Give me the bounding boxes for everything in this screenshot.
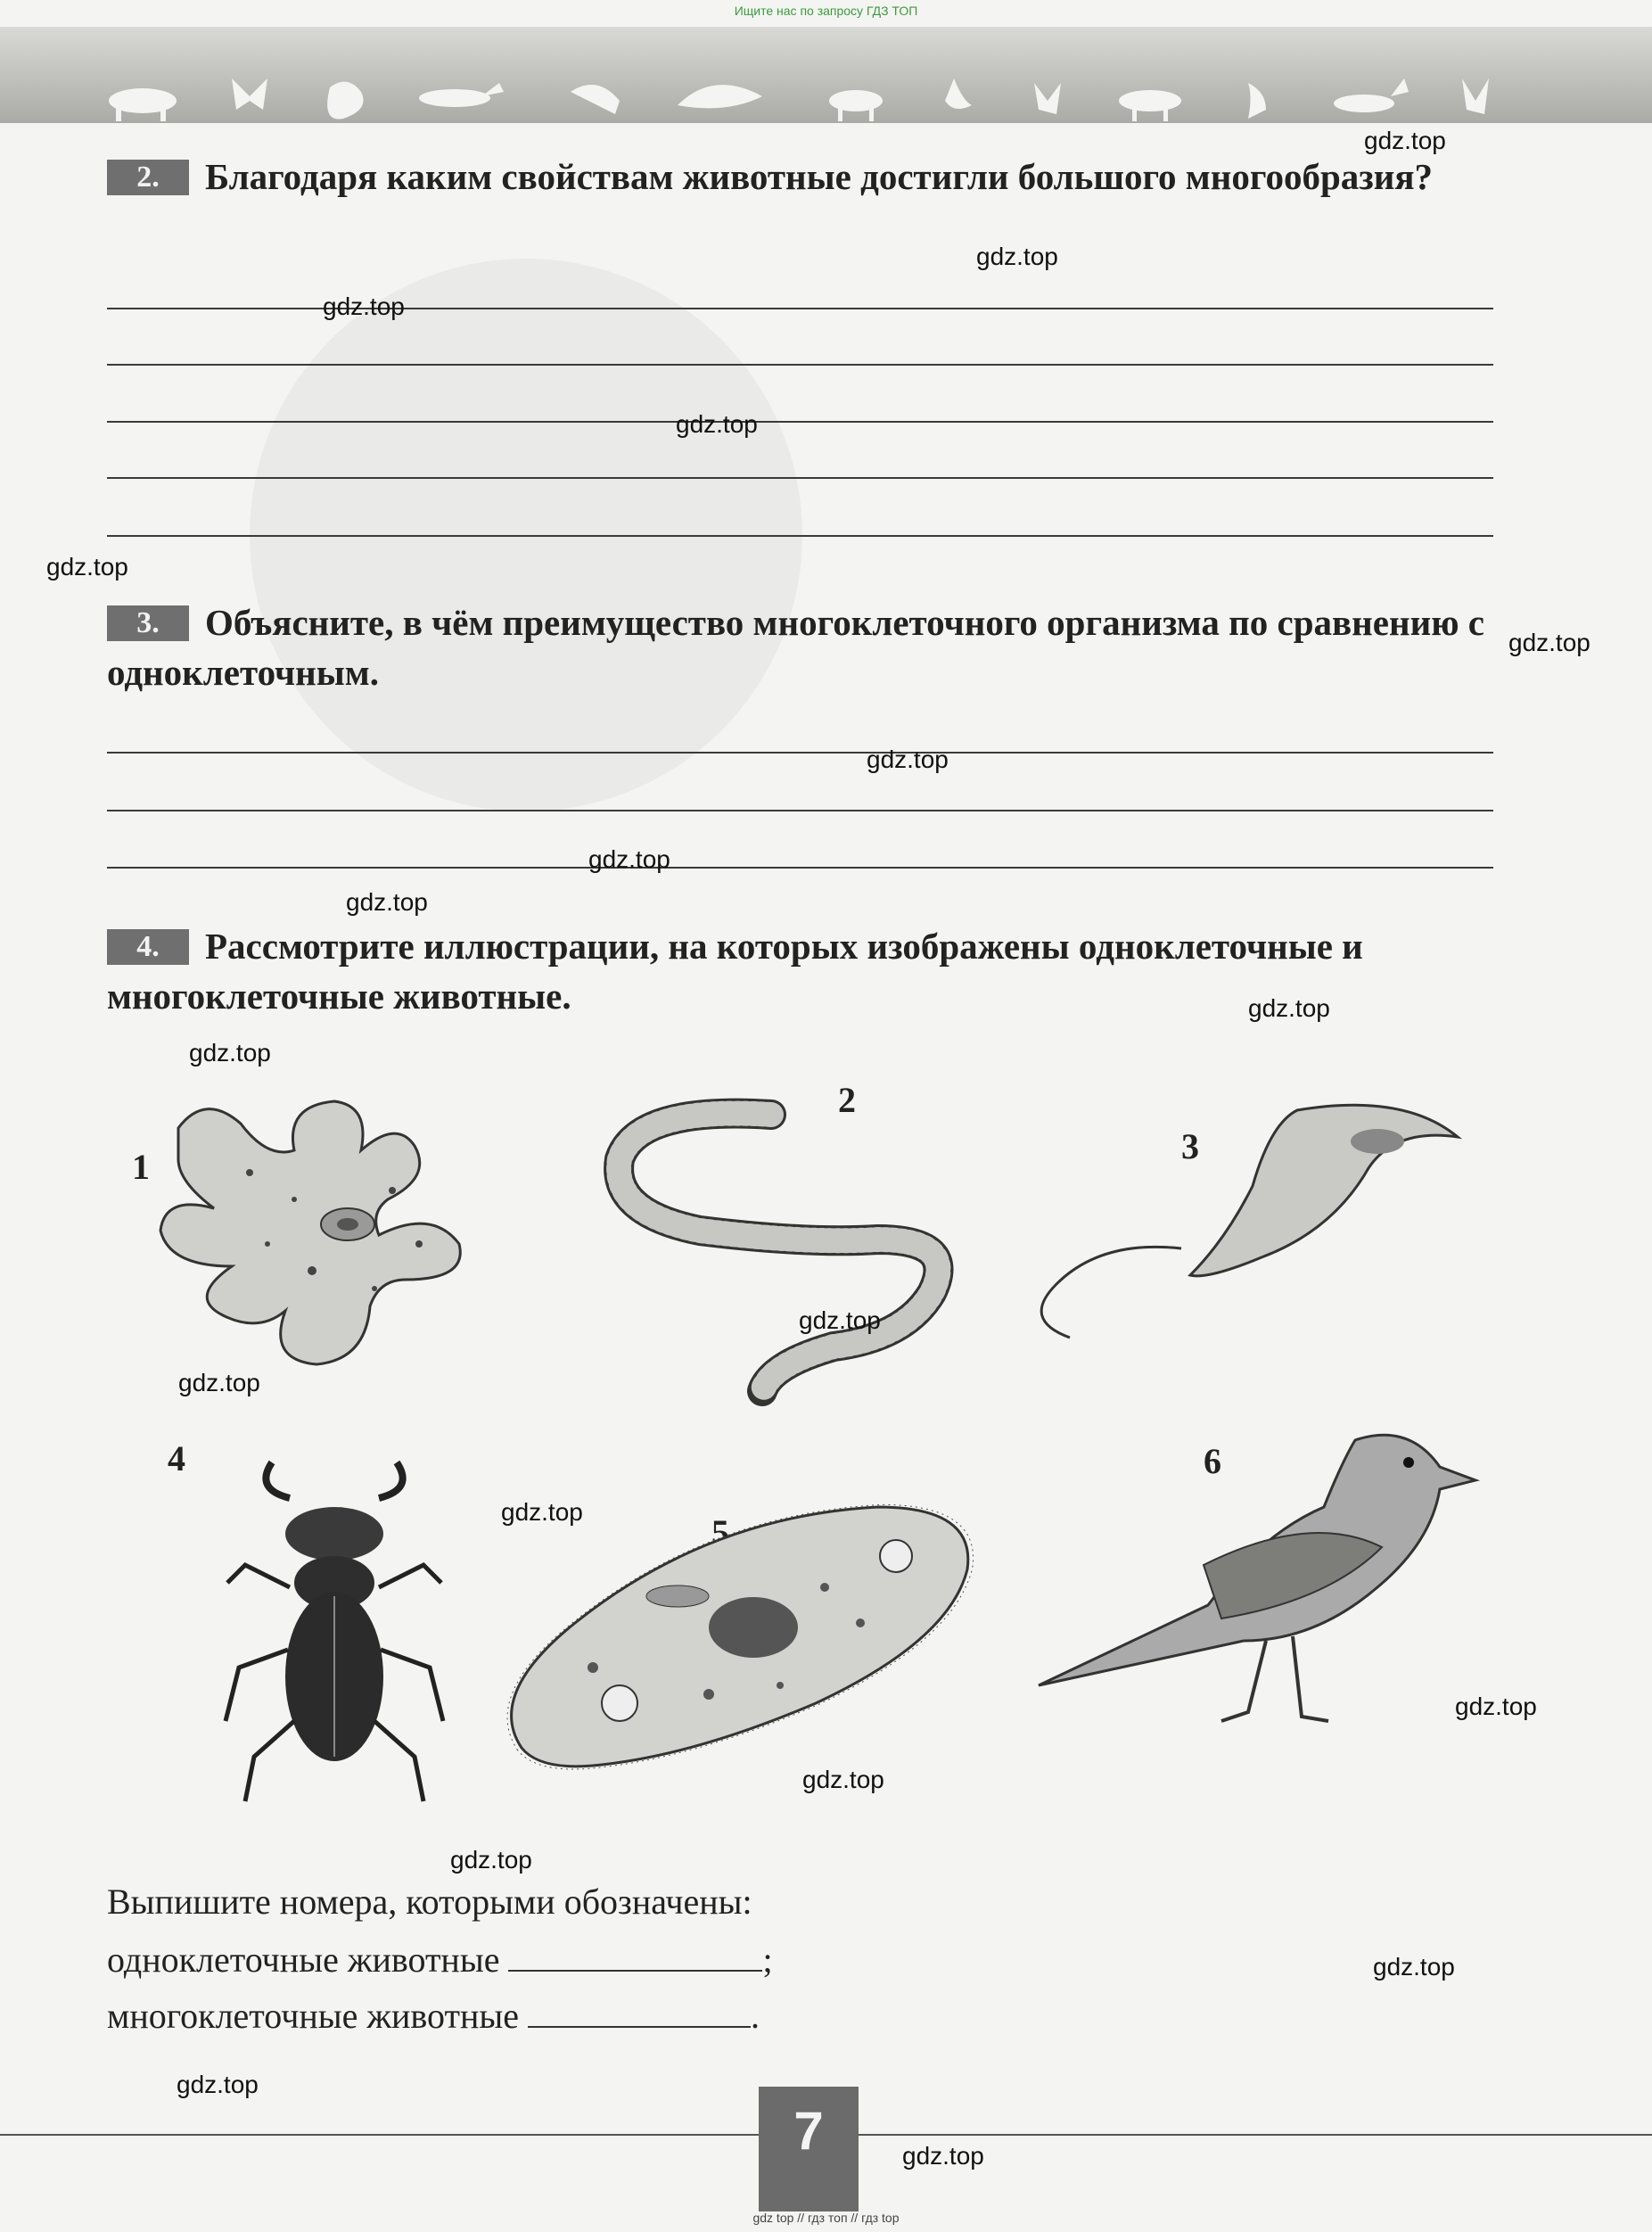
unicellular-row: [107, 1935, 773, 1985]
stag-beetle-illustration: [210, 1462, 459, 1819]
watermark: gdz.top: [1508, 629, 1590, 656]
watermark: gdz.top: [501, 1498, 583, 1526]
figure-label-4: 4: [168, 1438, 185, 1478]
watermark: gdz.top: [323, 292, 405, 320]
question-3-number: 3.: [107, 605, 189, 641]
figure-label-6: 6: [1204, 1441, 1221, 1481]
watermark: gdz.top: [799, 1306, 881, 1334]
multicellular-row: [107, 1991, 760, 2041]
watermark: gdz.top: [177, 2071, 259, 2098]
question-2-number: 2.: [107, 160, 189, 195]
answer-line[interactable]: [107, 308, 1493, 309]
question-4-number: 4.: [107, 929, 189, 965]
top-note: Ищите нас по запросу ГДЗ ТОП: [734, 4, 918, 18]
unicellular-answer-field[interactable]: [508, 1938, 762, 1972]
watermark: gdz.top: [1373, 1953, 1455, 1981]
multicellular-end: .: [751, 1996, 760, 2036]
watermark: gdz.top: [46, 553, 128, 581]
footer-note: gdz top // гдз топ // гдз top: [752, 2211, 900, 2225]
figure-label-5: 5: [711, 1512, 729, 1553]
answer-line[interactable]: [107, 477, 1493, 479]
unicellular-end: ;: [762, 1940, 773, 1980]
watermark: gdz.top: [189, 1039, 271, 1067]
figure-label-1: 1: [132, 1147, 150, 1187]
animal-silhouettes-decoration: [98, 70, 1525, 123]
page-number: 7: [759, 2087, 859, 2211]
answer-line[interactable]: [107, 364, 1493, 366]
question-4-text: Рассмотрите иллюстрации, на которых изображены одноклеточные и многоклеточные животные.: [107, 926, 1363, 1017]
watermark: gdz.top: [976, 243, 1058, 270]
question-2: [107, 152, 1498, 202]
watermark: gdz.top: [450, 1846, 532, 1874]
question-2-text: Благодаря каким свойствам животные достигли большого многообразия?: [205, 156, 1434, 197]
paramecium-illustration: [486, 1489, 985, 1792]
flagellate-illustration: [1012, 1092, 1511, 1342]
watermark: gdz.top: [178, 1369, 260, 1396]
watermark: gdz.top: [346, 888, 428, 916]
answer-line[interactable]: [107, 810, 1493, 811]
amoeba-illustration: [143, 1066, 517, 1387]
question-3: [107, 597, 1498, 697]
answer-line[interactable]: [107, 752, 1493, 754]
lark-bird-illustration: [999, 1413, 1498, 1752]
watermark: gdz.top: [1364, 127, 1446, 154]
earthworm-illustration: [584, 1097, 976, 1400]
watermark: gdz.top: [1455, 1693, 1537, 1720]
question-3-text: Объясните, в чём преимущество многоклеточного организма по сравнению с одноклеточным.: [107, 602, 1484, 693]
watermark: gdz.top: [802, 1766, 884, 1793]
figure-label-2: 2: [838, 1080, 856, 1120]
unicellular-label: одноклеточные животные: [107, 1940, 500, 1980]
watermark: gdz.top: [676, 410, 758, 438]
figure-label-3: 3: [1181, 1126, 1199, 1166]
multicellular-label: многоклеточные животные: [107, 1996, 519, 2036]
watermark: gdz.top: [588, 845, 670, 873]
watermark: gdz.top: [902, 2142, 984, 2170]
answer-prompt: Выпишите номера, которыми обозначены:: [107, 1882, 752, 1922]
watermark: gdz.top: [867, 745, 949, 773]
watermark: gdz.top: [1248, 994, 1330, 1022]
answer-line[interactable]: [107, 421, 1493, 423]
answer-line[interactable]: [107, 867, 1493, 869]
answer-line[interactable]: [107, 535, 1493, 537]
multicellular-answer-field[interactable]: [528, 1994, 751, 2028]
